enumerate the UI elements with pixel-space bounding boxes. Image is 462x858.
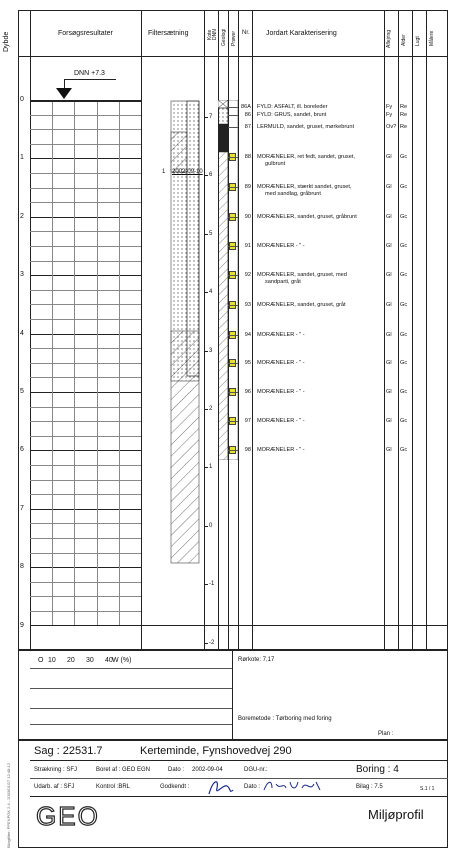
- layer-description: MORÆNELER - " -: [257, 360, 305, 366]
- ground-surface-line: [30, 100, 141, 102]
- depth-tick-label: 7: [20, 504, 24, 512]
- grid-row-line: [30, 611, 141, 612]
- axis-tick-label: 40: [105, 657, 113, 664]
- water-level-triangle-icon: [56, 88, 72, 100]
- grid-row-line: [30, 202, 141, 203]
- layer-nr: 95: [244, 360, 251, 366]
- kote-tick-label: 1: [209, 464, 213, 471]
- layer-aflejring: Gl: [386, 332, 392, 338]
- col-sep-lugt: [412, 10, 413, 650]
- col-sep-desc: [252, 10, 253, 650]
- dgu-label: DGU-nr.:: [244, 767, 268, 773]
- kote-tick-label: 2: [209, 406, 213, 412]
- layer-alder: Gc: [400, 360, 408, 366]
- grid-row-line: [30, 334, 141, 335]
- col-sep-aflejring: [384, 10, 385, 650]
- boret-af: Boret af : GEO EGN: [96, 767, 151, 773]
- layer-aflejring: Gl: [386, 214, 392, 220]
- grid-col-line: [52, 100, 53, 625]
- grid-col-line: [119, 100, 120, 625]
- sample-leader-line: [228, 187, 238, 188]
- sag-location: Kerteminde, Fynshovedvej 290: [140, 745, 292, 757]
- col-header-filter: Filtersætning: [148, 30, 189, 37]
- kote-tick-label: 5: [209, 230, 213, 237]
- col-sep-maalere: [426, 10, 427, 650]
- layer-alder: Gc: [400, 418, 408, 424]
- layer-description: MORÆNELER - " -: [257, 243, 305, 249]
- layer-description: MORÆNELER, ret fedt, sandet, gruset,: [257, 154, 355, 160]
- grid-row-line: [30, 392, 141, 393]
- kote-tick-mark: [204, 584, 208, 585]
- layer-description-cont: med sandlag, gråbrunt: [265, 191, 321, 197]
- godkendt: Godkendt :: [160, 784, 190, 790]
- kote-tick-label: -1: [209, 581, 215, 588]
- water-level-marker: 1: [162, 169, 166, 175]
- layer-nr: 96: [244, 389, 251, 395]
- axis-tick-label: 20: [67, 657, 75, 664]
- kote-tick-label: 3: [209, 347, 213, 354]
- depth-tick-label: 6: [20, 446, 24, 454]
- col-sep-kote: [204, 10, 205, 650]
- layer-description-cont: sandparti, gråt: [265, 279, 301, 285]
- layer-aflejring: Gl: [386, 184, 392, 190]
- layer-nr: 90: [244, 214, 251, 220]
- grid-row-line: [30, 144, 141, 145]
- dnn-label: DNN +7.3: [74, 70, 105, 77]
- lower-sep: [232, 650, 233, 740]
- sample-leader-line: [228, 127, 238, 128]
- layer-nr: 88: [244, 154, 251, 160]
- footer-line-3: [30, 796, 448, 797]
- sample-leader-line: [228, 363, 238, 364]
- layer-description: MORÆNELER - " -: [257, 332, 305, 338]
- col-header-results: Forsøgsresultater: [58, 30, 113, 37]
- sample-leader-line: [228, 305, 238, 306]
- sample-leader-line: [228, 217, 238, 218]
- filter-column-graphic: [141, 56, 204, 650]
- kote-tick-label: 4: [209, 289, 213, 296]
- rorkote: Rørkote: 7,17: [238, 657, 275, 663]
- lower-frame: [18, 650, 448, 740]
- layer-alder: Gc: [400, 214, 408, 220]
- col-sep-alder: [398, 10, 399, 650]
- grid-row-line: [30, 290, 141, 291]
- handwritten-date-icon: [262, 778, 322, 794]
- layer-description: MORÆNELER, sandet, gruset, med: [257, 272, 347, 278]
- kontrol: Kontrol :BRL: [96, 784, 131, 790]
- lower-line-2: [30, 688, 232, 689]
- layer-nr: 91: [244, 243, 251, 249]
- layer-alder: Gc: [400, 272, 408, 278]
- grid-row-line: [30, 231, 141, 232]
- grid-row-line: [30, 538, 141, 539]
- geo-logo: GEO: [36, 801, 100, 831]
- layer-aflejring: Gl: [386, 360, 392, 366]
- dato-value: 2002-09-04: [192, 767, 223, 773]
- lower-line-4: [30, 724, 232, 725]
- layer-aflejring: Gl: [386, 272, 392, 278]
- plan-label: Plan :: [378, 731, 394, 737]
- layer-description: LERMULD, sandet, gruset, mørkebrunt: [257, 124, 354, 130]
- layer-alder: Gc: [400, 447, 408, 453]
- layer-description: MORÆNELER - " -: [257, 447, 305, 453]
- grid-row-line: [30, 407, 141, 408]
- layer-aflejring: Ov?: [386, 124, 397, 130]
- col-header-samples: Prøver: [231, 31, 237, 46]
- axis-tick-label: 30: [86, 657, 94, 664]
- depth-tick-label: 3: [20, 271, 24, 279]
- grid-row-line: [30, 465, 141, 466]
- kote-tick-label: 0: [209, 522, 213, 529]
- grid-row-line: [30, 596, 141, 597]
- grid-row-line: [30, 363, 141, 364]
- grid-row-line: [30, 275, 141, 276]
- layer-description: FYLD: GRUS, sandet, brunt: [257, 112, 327, 118]
- layer-alder: Re: [400, 112, 408, 118]
- layer-nr: 98: [244, 447, 251, 453]
- dnn-underline: [64, 79, 116, 80]
- layer-nr: 97: [244, 418, 251, 424]
- grid-row-line: [30, 319, 141, 320]
- grid-row-line: [30, 480, 141, 481]
- grid-row-line: [30, 246, 141, 247]
- layer-aflejring: Gl: [386, 243, 392, 249]
- layer-alder: Gc: [400, 184, 408, 190]
- layer-alder: Re: [400, 124, 408, 130]
- grid-row-line: [30, 173, 141, 174]
- sag-number: Sag : 22531.7: [34, 745, 103, 757]
- layer-description: MORÆNELER, sandet, gruset, gråbrunt: [257, 214, 357, 220]
- lower-line-1: [30, 668, 232, 669]
- sample-leader-line: [228, 275, 238, 276]
- kote-tick-label: -2: [209, 639, 215, 646]
- grid-row-line: [30, 582, 141, 583]
- kote-tick-mark: [204, 351, 208, 352]
- lower-line-3: [30, 708, 232, 709]
- layer-nr: 92: [244, 272, 251, 278]
- grid-row-line: [30, 523, 141, 524]
- kote-tick-label: 7: [209, 114, 213, 120]
- layer-aflejring: Gl: [386, 154, 392, 160]
- depth-tick-label: 8: [20, 563, 24, 571]
- kote-tick-mark: [204, 117, 208, 118]
- layer-aflejring: Gl: [386, 389, 392, 395]
- dato2-label: Dato :: [244, 784, 261, 790]
- layer-nr: 86: [244, 112, 251, 118]
- col-header-lugt: Lugt: [415, 36, 421, 46]
- layer-nr: 86A: [241, 104, 251, 110]
- kote-tick-mark: [204, 409, 208, 410]
- depth-side-label: Dybde: [3, 31, 10, 52]
- sample-leader-line: [228, 450, 238, 451]
- layer-alder: Gc: [400, 302, 408, 308]
- layer-nr: 93: [244, 302, 251, 308]
- layer-nr: 87: [244, 124, 251, 130]
- col-header-kote-unit: DNN: [212, 29, 218, 40]
- grid-row-line: [30, 494, 141, 495]
- layer-aflejring: Gl: [386, 418, 392, 424]
- sample-leader-line: [228, 421, 238, 422]
- water-level-date: 2002-09-10: [172, 169, 203, 175]
- col-header-geology: Geologi: [221, 28, 227, 46]
- kote-tick-mark: [204, 643, 208, 644]
- sample-leader-line: [228, 246, 238, 247]
- grid-row-line: [30, 158, 141, 159]
- grid-row-line: [30, 261, 141, 262]
- kote-tick-mark: [204, 526, 208, 527]
- col-header-kote: Kote: [207, 29, 213, 40]
- kote-tick-mark: [204, 175, 208, 176]
- kote-tick-mark: [204, 467, 208, 468]
- depth-tick-label: 4: [20, 329, 24, 337]
- kote-tick-label: 6: [209, 172, 213, 179]
- sample-leader-line: [228, 107, 238, 108]
- layer-description: MORÆNELER - " -: [257, 418, 305, 424]
- udarb-af: Udarb. af : SFJ: [34, 784, 75, 790]
- grid-row-line: [30, 217, 141, 218]
- layer-nr: 94: [244, 332, 251, 338]
- depth-tick-label: 9: [20, 621, 24, 629]
- kote-tick-mark: [204, 234, 208, 235]
- signature-icon: [205, 776, 235, 798]
- col-header-maalere: Målere: [429, 30, 435, 46]
- grid-col-line: [74, 100, 75, 625]
- page-count: S.1 / 1: [420, 786, 435, 792]
- kote-tick-mark: [204, 292, 208, 293]
- depth-tick-label: 1: [20, 154, 24, 162]
- sample-leader-line: [228, 157, 238, 158]
- footer-line-1: [30, 760, 448, 761]
- axis-unit: W (%): [112, 657, 132, 664]
- grid-row-line: [30, 129, 141, 130]
- boring-label: Boring : 4: [356, 764, 399, 775]
- results-grid: [30, 100, 141, 625]
- col-header-nr: Nr.: [242, 30, 250, 36]
- col-header-desc: Jordart Karakterisering: [266, 30, 337, 37]
- grid-col-line: [97, 100, 98, 625]
- grid-row-line: [30, 509, 141, 510]
- grid-row-line: [30, 304, 141, 305]
- bilag: Bilag : 7.5: [356, 784, 383, 790]
- depth-tick-label: 0: [20, 96, 24, 103]
- grid-row-line: [30, 450, 141, 451]
- boremetode: Boremetode : Tørboring med foring: [238, 716, 332, 722]
- sheet-title: Miljøprofil: [368, 807, 424, 822]
- layer-nr: 89: [244, 184, 251, 190]
- layer-description-cont: gulbrunt: [265, 161, 286, 167]
- axis-start-symbol: O: [38, 657, 44, 664]
- layer-description: MORÆNELER, sandet, gruset, gråt: [257, 302, 346, 308]
- layer-aflejring: Gl: [386, 447, 392, 453]
- grid-row-line: [30, 553, 141, 554]
- dato-label: Dato :: [168, 767, 185, 773]
- grid-row-line: [30, 377, 141, 378]
- depth-tick-label: 2: [20, 212, 24, 220]
- layer-alder: Gc: [400, 389, 408, 395]
- depth-tick-label: 5: [20, 388, 24, 395]
- straekning: Strækning : SFJ: [34, 767, 78, 773]
- sample-leader-line: [228, 392, 238, 393]
- side-small-label: Bilagfilter: PPENPOK 2.4 - 2003/01/27 12:48:12: [6, 763, 11, 848]
- sample-leader-line: [228, 335, 238, 336]
- layer-aflejring: Fy: [386, 104, 393, 110]
- grid-row-line: [30, 188, 141, 189]
- footer-line-2: [30, 778, 448, 779]
- grid-row-line: [30, 436, 141, 437]
- layer-alder: Re: [400, 104, 408, 110]
- layer-alder: Gc: [400, 243, 408, 249]
- layer-description: MORÆNELER - " -: [257, 389, 305, 395]
- grid-row-line: [30, 567, 141, 568]
- plot-bottom-line: [30, 625, 448, 626]
- grid-row-line: [30, 421, 141, 422]
- sample-leader-line: [228, 115, 238, 116]
- col-header-alder: Alder: [401, 34, 407, 46]
- layer-aflejring: Fy: [386, 112, 393, 118]
- layer-description: MORÆNELER, stærkt sandet, gruset,: [257, 184, 352, 190]
- axis-tick-label: 10: [48, 657, 56, 664]
- layer-alder: Gc: [400, 154, 408, 160]
- col-header-aflejring: Aflejring: [386, 29, 392, 48]
- layer-alder: Gc: [400, 332, 408, 338]
- layer-description: FYLD: ASFALT, ill. boreleder: [257, 104, 328, 110]
- grid-row-line: [30, 115, 141, 116]
- layer-aflejring: Gl: [386, 302, 392, 308]
- grid-row-line: [30, 348, 141, 349]
